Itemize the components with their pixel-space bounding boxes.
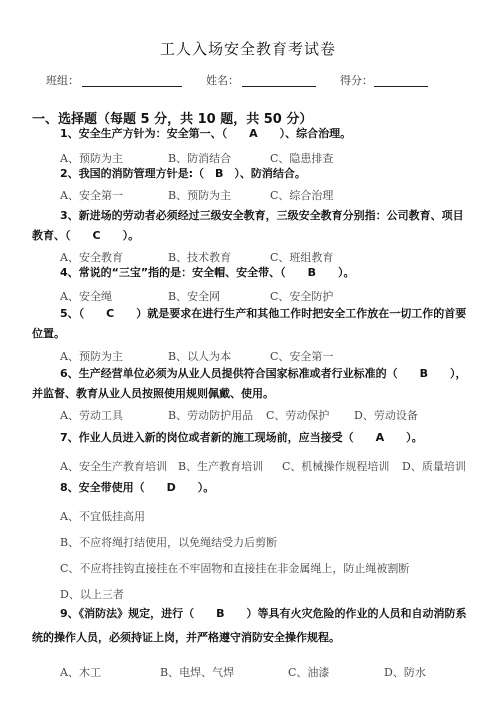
info-row bbox=[0, 72, 496, 92]
question-text: 4、常说的“三宝”指的是：安全帽、安全带、（ B ）。 bbox=[60, 266, 355, 279]
option-a[interactable]: A、预防为主 bbox=[60, 152, 123, 165]
question-text: 2、我国的消防管理方针是:（ B ）、防消结合。 bbox=[60, 167, 306, 180]
score-field[interactable] bbox=[374, 86, 428, 87]
section-heading: 一、选择题（每题 5 分，共 10 题，共 50 分） bbox=[32, 112, 313, 127]
option-a[interactable]: A、预防为主 bbox=[60, 350, 123, 363]
option-d[interactable]: D、防水 bbox=[384, 666, 426, 679]
question-text: 3、新进场的劳动者必须经过三级安全教育，三级安全教育分别指：公司教育、项目教育、（ C ）。 bbox=[32, 209, 464, 242]
question-options bbox=[60, 187, 480, 203]
question-text: 7、作业人员进入新的岗位或者新的施工现场前，应当接受（ A ）。 bbox=[60, 431, 423, 444]
class-field[interactable] bbox=[82, 86, 182, 87]
option-c[interactable]: C、隐患排查 bbox=[270, 152, 334, 165]
option-c[interactable]: C、油漆 bbox=[288, 666, 330, 679]
question-options bbox=[60, 664, 480, 680]
option-b[interactable]: B、预防为主 bbox=[168, 189, 232, 202]
option-b[interactable]: B、不应将绳打结使用，以免绳结受力后剪断 bbox=[60, 536, 278, 549]
option-c[interactable]: C、班组教育 bbox=[270, 251, 334, 264]
option-c[interactable]: C、安全第一 bbox=[270, 350, 334, 363]
option-b[interactable]: B、电焊、气焊 bbox=[160, 666, 235, 679]
option-a[interactable]: A、不宜低挂高用 bbox=[60, 510, 145, 523]
option-b[interactable]: B、以人为本 bbox=[168, 350, 232, 363]
page-title: 工人入场安全教育考试卷 bbox=[159, 40, 336, 58]
option-a[interactable]: A、安全生产教育培训 bbox=[60, 460, 167, 473]
option-b[interactable]: B、劳动防护用品 bbox=[168, 409, 254, 422]
option-d[interactable]: D、劳动设备 bbox=[354, 409, 418, 422]
score-label: 得分： bbox=[340, 74, 373, 87]
question-text: 1、安全生产方针为：安全第一、（ A ）、综合治理。 bbox=[60, 127, 352, 140]
name-field[interactable] bbox=[242, 86, 316, 87]
option-b[interactable]: B、防消结合 bbox=[168, 152, 232, 165]
question-options bbox=[60, 458, 480, 474]
option-c[interactable]: C、不应将挂钩直接挂在不牢固物和直接挂在非金属绳上，防止绳被割断 bbox=[60, 562, 410, 575]
option-a[interactable]: A、木工 bbox=[60, 666, 101, 679]
option-c[interactable]: C、综合治理 bbox=[270, 189, 334, 202]
option-c[interactable]: C、机械操作规程培训 bbox=[282, 460, 390, 473]
question-options bbox=[60, 348, 480, 364]
option-b[interactable]: B、生产教育培训 bbox=[178, 460, 264, 473]
option-c[interactable]: C、安全防护 bbox=[270, 290, 334, 303]
question-text: 9、《消防法》规定，进行（ B ）等具有火灾危险的作业的人员和自动消防系统的操作人员，必须持证上岗，并严格遵守消防安全操作规程。 bbox=[32, 607, 467, 644]
option-d[interactable]: D、以上三者 bbox=[60, 588, 124, 601]
question-options bbox=[60, 288, 480, 304]
class-label: 班组： bbox=[46, 74, 79, 87]
question-text: 8、安全带使用（ D ）。 bbox=[60, 481, 215, 494]
option-c[interactable]: C、劳动保护 bbox=[266, 409, 330, 422]
question-text: 6、生产经营单位必须为从业人员提供符合国家标准或者行业标准的（ B ），并监督、教育从业人员按照使用规则佩戴、使用。 bbox=[32, 367, 467, 400]
option-a[interactable]: A、安全第一 bbox=[60, 189, 123, 202]
option-a[interactable]: A、劳动工具 bbox=[60, 409, 123, 422]
question-options bbox=[60, 407, 480, 423]
option-a[interactable]: A、安全教育 bbox=[60, 251, 123, 264]
question-text: 5、（ C ）就是要求在进行生产和其他工作时把安全工作放在一切工作的首要位置。 bbox=[32, 307, 467, 340]
option-b[interactable]: B、安全网 bbox=[168, 290, 221, 303]
option-d[interactable]: D、质量培训 bbox=[402, 460, 466, 473]
option-b[interactable]: B、技术教育 bbox=[168, 251, 232, 264]
name-label: 姓名： bbox=[206, 74, 239, 87]
option-a[interactable]: A、安全绳 bbox=[60, 290, 112, 303]
